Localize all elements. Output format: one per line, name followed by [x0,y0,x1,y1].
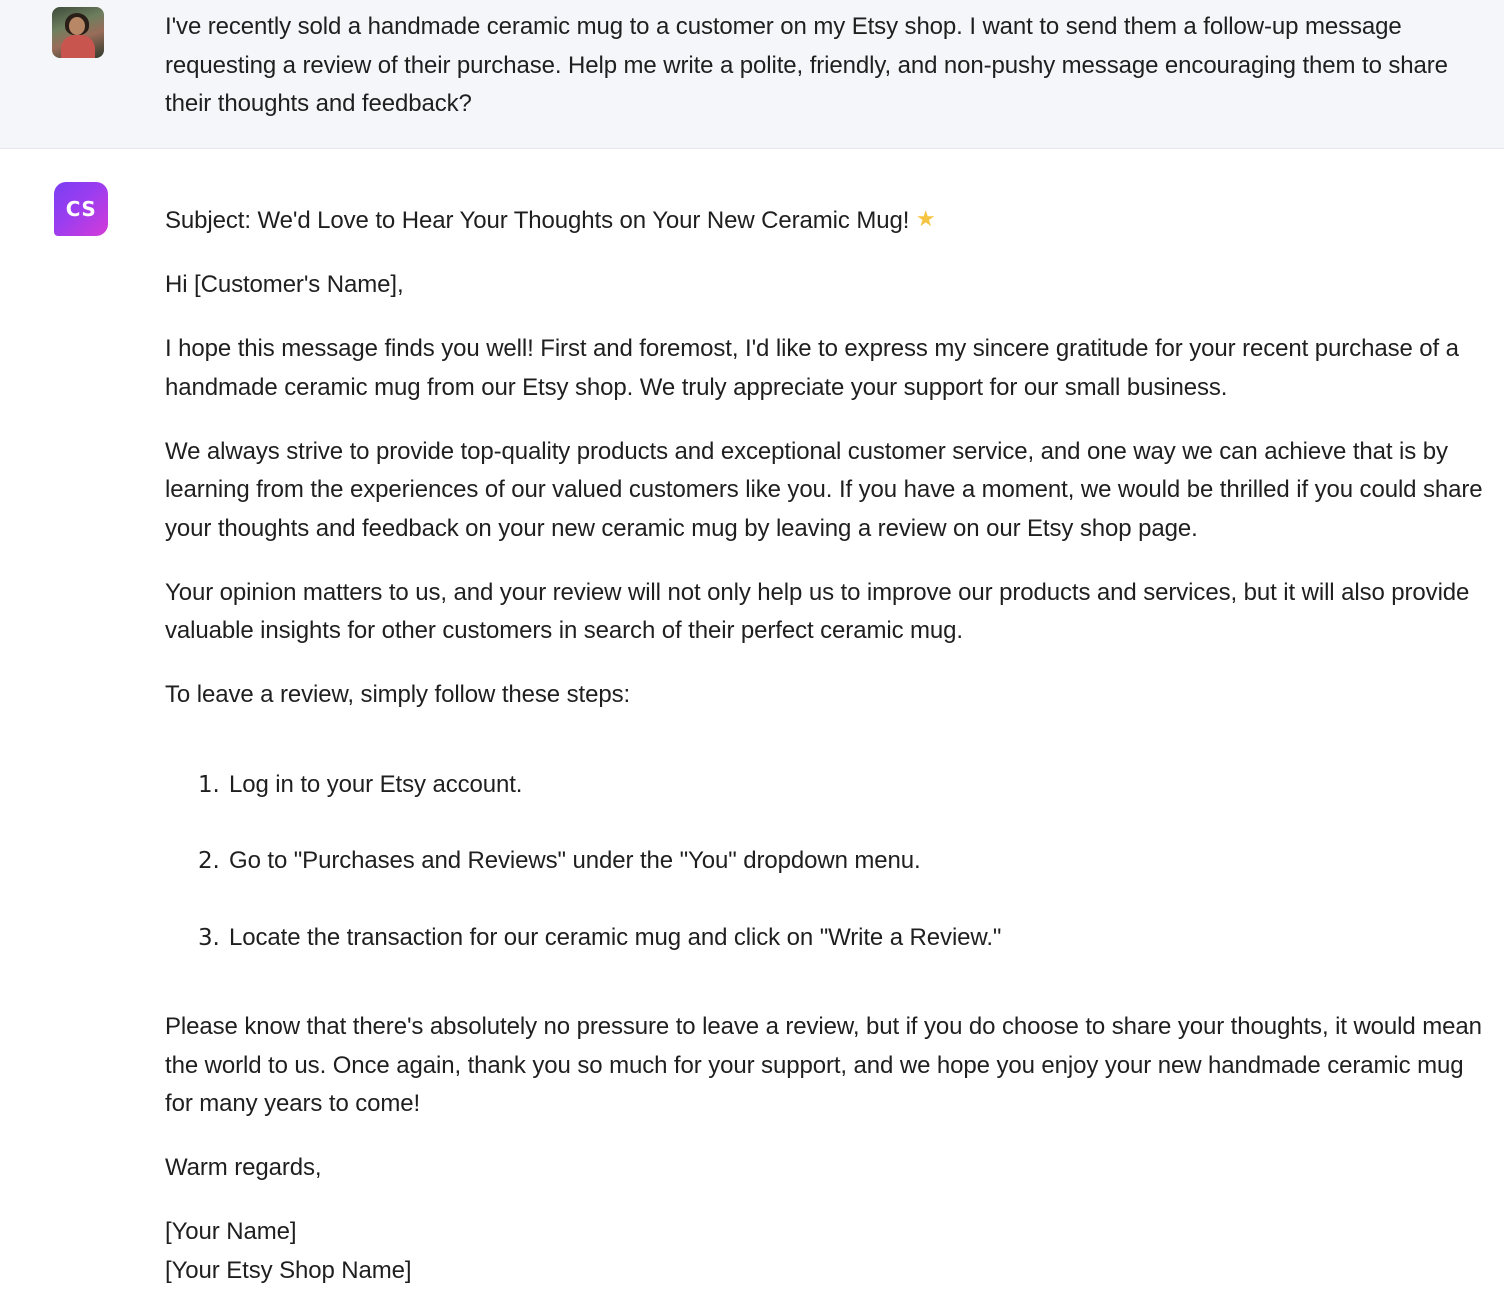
email-paragraph-1: I hope this message finds you well! First and foremost, I'd like to express my sincere gratitude for your recent purchase of a handmade ceramic mug from our Etsy shop. We truly appreciate your support for our small business. [165,335,1459,401]
email-paragraph-2: We always strive to provide top-quality products and exceptional customer service, and one way we can achieve that is by learning from the experiences of our valued customers like you. If you have a moment, we would be thrilled if you could share your thoughts and feedback on your new ceramic mug by leaving a review on our Etsy shop page. [165,437,1483,542]
closing-paragraph: Please know that there's absolutely no pressure to leave a review, but if you do choose to share your thoughts, it would mean the world to us. Once again, thank you so much for your support, and we hope you enjoy your new handmade ceramic mug for many years to come! [165,1013,1482,1117]
steps-intro: To leave a review, simply follow these steps: [165,681,631,708]
user-message-text: I've recently sold a handmade ceramic mug to a customer on my Etsy shop. I want to send them a follow-up message requesting a review of their purchase. Help me write a polite, friendly, and non-pushy message encouraging them to share their thoughts and feedback? [165,13,1448,117]
signature-name: [Your Name] [165,1218,297,1245]
avatar-shirt [61,35,95,58]
assistant-reply [165,200,1485,1290]
step-number: 1. [198,771,220,798]
user-avatar [52,7,104,58]
step-text: Locate the transaction for our ceramic mug and click on "Write a Review." [229,923,1002,951]
subject-text: Subject: We'd Love to Hear Your Thoughts on Your New Ceramic Mug! [165,207,910,234]
email-subject [165,200,1485,241]
email-paragraph-3: Your opinion matters to us, and your review will not only help us to improve our products and services, but it will also provide valuable insights for other customers in search of their perfect ceramic mug. [165,578,1470,644]
sign-off: Warm regards, [165,1154,322,1181]
step-number: 2. [198,848,220,874]
list-item [165,919,1485,958]
user-message-block [0,0,1504,149]
avatar-face [69,17,85,35]
signature-block [165,1213,1485,1290]
glowing-star-icon: ★ [915,206,936,231]
step-text: Go to "Purchases and Reviews" under the "You" dropdown menu. [229,847,921,874]
list-item [165,842,1485,881]
step-number: 3. [198,924,220,951]
signature-shop: [Your Etsy Shop Name] [165,1256,412,1284]
email-greeting: Hi [Customer's Name], [165,271,404,298]
steps-list [165,766,1485,958]
list-item [165,766,1485,805]
assistant-avatar: CS [54,182,108,236]
step-text: Log in to your Etsy account. [229,770,523,798]
